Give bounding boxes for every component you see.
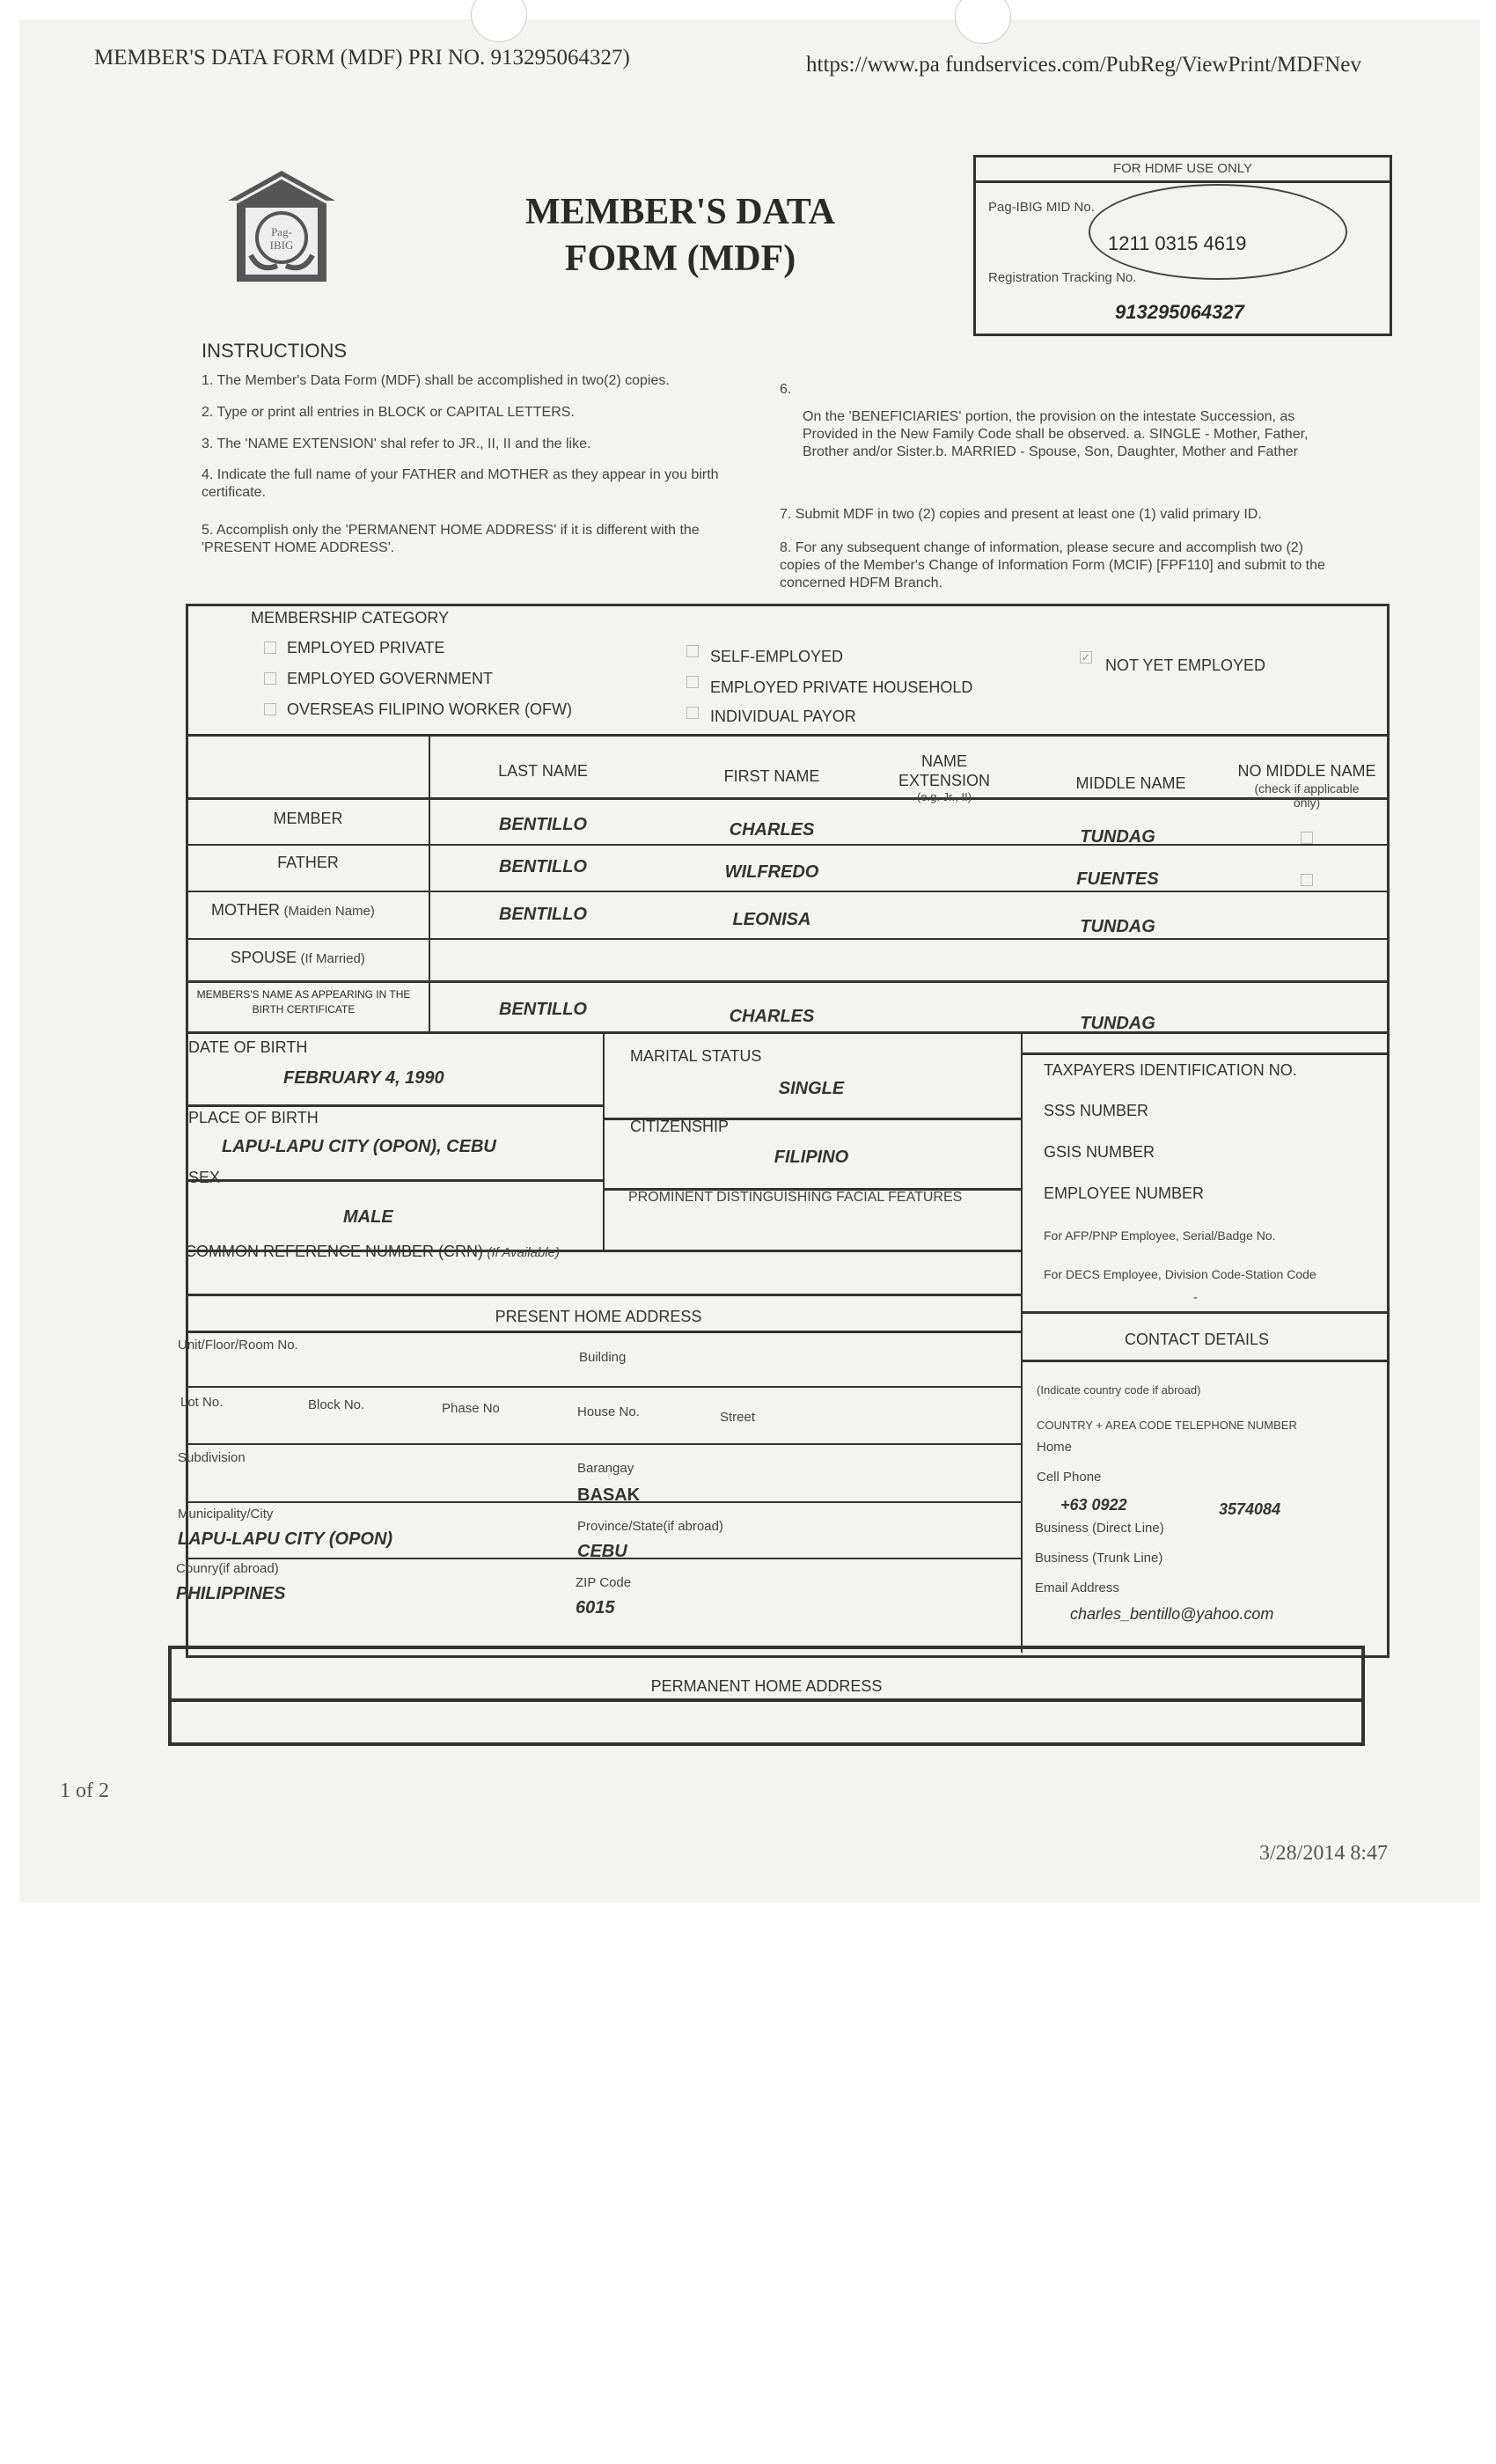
pob-value: LAPU-LAPU CITY (OPON), CEBU xyxy=(222,1137,496,1156)
handwritten-circle xyxy=(1089,184,1347,280)
mid-label: Pag-IBIG MID No. xyxy=(988,200,1095,215)
col-last-name: LAST NAME xyxy=(498,762,588,780)
contact-columns: COUNTRY + AREA CODE TELEPHONE NUMBER xyxy=(1037,1419,1297,1432)
tracking-value: 913295064327 xyxy=(1115,301,1244,323)
lot-label: Lot No. xyxy=(180,1395,224,1410)
member-first-name: CHARLES xyxy=(729,820,815,840)
instruction-7: 7. Submit MDF in two (2) copies and present at least one (1) valid primary ID. xyxy=(780,507,1262,522)
membership-heading: MEMBERSHIP CATEGORY xyxy=(251,609,450,627)
country-value: PHILIPPINES xyxy=(176,1584,286,1603)
pob-label: PLACE OF BIRTH xyxy=(188,1109,319,1126)
checkbox-self-employed[interactable] xyxy=(686,645,699,657)
zip-label: ZIP Code xyxy=(576,1575,632,1590)
father-no-middle-checkbox[interactable] xyxy=(1301,874,1313,886)
row-label-mother xyxy=(211,901,375,920)
marital-label: MARITAL STATUS xyxy=(630,1047,762,1065)
instruction-5: 5. Accomplish only the 'PERMANENT HOME ADDRESS' if it is different with the 'PRESENT HOME ADDRESS'. xyxy=(202,523,700,555)
option-not-yet-employed: NOT YET EMPLOYED xyxy=(1105,656,1266,674)
form-title-line2: FORM (MDF) xyxy=(564,238,796,279)
street-label: Street xyxy=(720,1410,756,1425)
decs-value: - xyxy=(1193,1290,1198,1305)
instructions-heading: INSTRUCTIONS xyxy=(202,340,347,362)
permanent-address-heading: PERMANENT HOME ADDRESS xyxy=(650,1677,883,1695)
hdmf-use-only-box xyxy=(973,155,1392,336)
block-label: Block No. xyxy=(308,1397,365,1412)
tin-label: TAXPAYERS IDENTIFICATION NO. xyxy=(1044,1061,1297,1079)
instruction-1: 1. The Member's Data Form (MDF) shall be accomplished in two(2) copies. xyxy=(202,373,670,388)
hdmf-heading: FOR HDMF USE ONLY xyxy=(1112,161,1253,176)
instruction-6: On the 'BENEFICIARIES' portion, the provision on the intestate Succession, as Provided in the New Family Code shall be observed. a. SINGLE - Mother, Father, Brother and/or Sister.b. MARRIED - Spouse, Son, Daughter, Mother and Father xyxy=(803,409,1309,459)
print-header-url: https://www.pa fundservices.com/PubReg/ViewPrint/MDFNev xyxy=(806,53,1361,77)
birthcert-middle-name: TUNDAG xyxy=(1080,1014,1155,1033)
father-middle-name: FUENTES xyxy=(1076,869,1159,889)
instruction-2: 2. Type or print all entries in BLOCK or CAPITAL LETTERS. xyxy=(202,405,575,420)
marital-value: SINGLE xyxy=(778,1079,845,1098)
member-middle-name: TUNDAG xyxy=(1080,827,1155,847)
instruction-6-number: 6. xyxy=(780,382,792,397)
birthcert-first-name: CHARLES xyxy=(729,1007,815,1026)
col-no-middle-name: NO MIDDLE NAME xyxy=(1237,762,1376,780)
employee-number-label: EMPLOYEE NUMBER xyxy=(1044,1184,1205,1202)
row-label-spouse xyxy=(231,949,365,967)
mother-middle-name: TUNDAG xyxy=(1080,917,1155,936)
instruction-3: 3. The 'NAME EXTENSION' shal refer to JR., II, II and the like. xyxy=(202,436,591,451)
print-header-title: MEMBER'S DATA FORM (MDF) PRI NO. 913295064327) xyxy=(94,46,630,70)
email-label: Email Address xyxy=(1035,1580,1119,1595)
business-trunk-label: Business (Trunk Line) xyxy=(1035,1551,1163,1566)
cell-phone-number: 3574084 xyxy=(1219,1500,1281,1518)
option-self-employed: SELF-EMPLOYED xyxy=(710,648,844,665)
crn-field xyxy=(185,1243,560,1261)
col-name-extension-hint: (e.g. Jr., II) xyxy=(916,790,972,803)
spouse-label: SPOUSE xyxy=(231,949,297,966)
unit-label: Unit/Floor/Room No. xyxy=(178,1338,298,1353)
form-title-line1: MEMBER'S DATA xyxy=(525,192,835,232)
phase-label: Phase No xyxy=(442,1401,500,1416)
country-label: Counry(if abroad) xyxy=(176,1561,279,1576)
crn-label: COMMON REFERENCE NUMBER (CRN) xyxy=(185,1243,483,1260)
svg-text:IBIG: IBIG xyxy=(269,238,294,252)
decs-label: For DECS Employee, Division Code-Station Code xyxy=(1044,1267,1316,1281)
cell-phone-code: +63 0922 xyxy=(1060,1496,1127,1514)
business-direct-label: Business (Direct Line) xyxy=(1035,1521,1164,1536)
subdivision-label: Subdivision xyxy=(178,1450,246,1465)
birthcert-last-name: BENTILLO xyxy=(499,1000,587,1019)
sss-label: SSS NUMBER xyxy=(1044,1102,1149,1119)
member-no-middle-checkbox[interactable] xyxy=(1301,832,1313,844)
present-address-heading: PRESENT HOME ADDRESS xyxy=(495,1308,702,1325)
mother-label: MOTHER xyxy=(211,901,280,919)
row-label-birth-certificate: MEMBERS'S NAME AS APPEARING IN THE BIRTH CERTIFICATE xyxy=(196,988,411,1016)
city-value: LAPU-LAPU CITY (OPON) xyxy=(178,1529,393,1549)
contact-note: (Indicate country code if abroad) xyxy=(1037,1383,1201,1397)
col-first-name: FIRST NAME xyxy=(723,767,820,785)
dob-label: DATE OF BIRTH xyxy=(188,1038,308,1056)
father-last-name: BENTILLO xyxy=(499,857,587,876)
pag-ibig-logo xyxy=(224,167,339,286)
mid-value: 1211 0315 4619 xyxy=(1108,232,1247,254)
instruction-8: 8. For any subsequent change of information, please secure and accomplish two (2) copies of the Member's Change of Information Form (MCIF) [FPF110] and submit to the concerned HDFM Branch. xyxy=(780,540,1325,590)
print-datetime: 3/28/2014 8:47 xyxy=(1259,1842,1389,1865)
barangay-value: BASAK xyxy=(577,1485,641,1505)
mother-first-name: LEONISA xyxy=(732,910,811,929)
option-individual-payor: INDIVIDUAL PAYOR xyxy=(710,708,856,725)
house-label: House No. xyxy=(577,1404,640,1419)
permanent-address-section xyxy=(168,1646,1365,1746)
option-employed-private-household: EMPLOYED PRIVATE HOUSEHOLD xyxy=(710,678,973,696)
spouse-sublabel: (If Married) xyxy=(300,951,365,966)
col-middle-name: MIDDLE NAME xyxy=(1075,774,1186,792)
home-phone-label: Home xyxy=(1037,1440,1073,1455)
city-label: Municipality/City xyxy=(178,1507,274,1522)
instruction-4: 4. Indicate the full name of your FATHER and MOTHER as they appear in you birth certificate. xyxy=(202,467,719,500)
email-value: charles_bentillo@yahoo.com xyxy=(1070,1605,1274,1623)
building-label: Building xyxy=(579,1350,627,1365)
crn-note: (If Available) xyxy=(487,1245,560,1260)
option-employed-government: EMPLOYED GOVERNMENT xyxy=(287,670,494,687)
citizenship-label: CITIZENSHIP xyxy=(630,1118,730,1135)
svg-text:Pag-: Pag- xyxy=(271,225,292,238)
checkbox-employed-private[interactable] xyxy=(264,642,276,654)
mother-sublabel: (Maiden Name) xyxy=(283,904,375,919)
facial-features-label: PROMINENT DISTINGUISHING FACIAL FEATURES xyxy=(628,1190,963,1205)
checkbox-not-yet-employed[interactable]: ✓ xyxy=(1081,651,1091,664)
checkbox-employed-government[interactable] xyxy=(264,672,276,685)
citizenship-value: FILIPINO xyxy=(774,1148,849,1167)
mother-last-name: BENTILLO xyxy=(499,905,587,924)
member-data-form xyxy=(186,604,1390,1658)
sex-value: MALE xyxy=(343,1207,393,1227)
checkbox-ofw[interactable] xyxy=(264,703,276,715)
barangay-label: Barangay xyxy=(577,1461,634,1476)
col-name-extension: NAME EXTENSION xyxy=(898,752,991,789)
province-value: CEBU xyxy=(577,1542,627,1561)
cell-phone-label: Cell Phone xyxy=(1037,1470,1102,1485)
tracking-label: Registration Tracking No. xyxy=(988,270,1137,285)
zip-value: 6015 xyxy=(576,1598,615,1617)
member-last-name: BENTILLO xyxy=(499,815,587,834)
row-label-member: MEMBER xyxy=(273,810,343,827)
checkbox-individual-payor[interactable] xyxy=(686,707,699,719)
option-ofw: OVERSEAS FILIPINO WORKER (OFW) xyxy=(287,700,573,718)
afp-pnp-label: For AFP/PNP Employee, Serial/Badge No. xyxy=(1044,1228,1276,1243)
dob-value: FEBRUARY 4, 1990 xyxy=(283,1068,444,1088)
gsis-label: GSIS NUMBER xyxy=(1044,1143,1155,1161)
col-no-middle-name-hint: (check if applicable only) xyxy=(1254,781,1360,810)
row-label-father: FATHER xyxy=(277,854,339,871)
province-label: Province/State(if abroad) xyxy=(577,1519,723,1534)
page-number: 1 of 2 xyxy=(60,1779,109,1802)
option-employed-private: EMPLOYED PRIVATE xyxy=(287,639,445,656)
sex-label: SEX xyxy=(188,1169,221,1186)
checkbox-employed-private-household[interactable] xyxy=(686,676,699,688)
father-first-name: WILFREDO xyxy=(724,862,819,882)
contact-heading: CONTACT DETAILS xyxy=(1124,1331,1270,1348)
